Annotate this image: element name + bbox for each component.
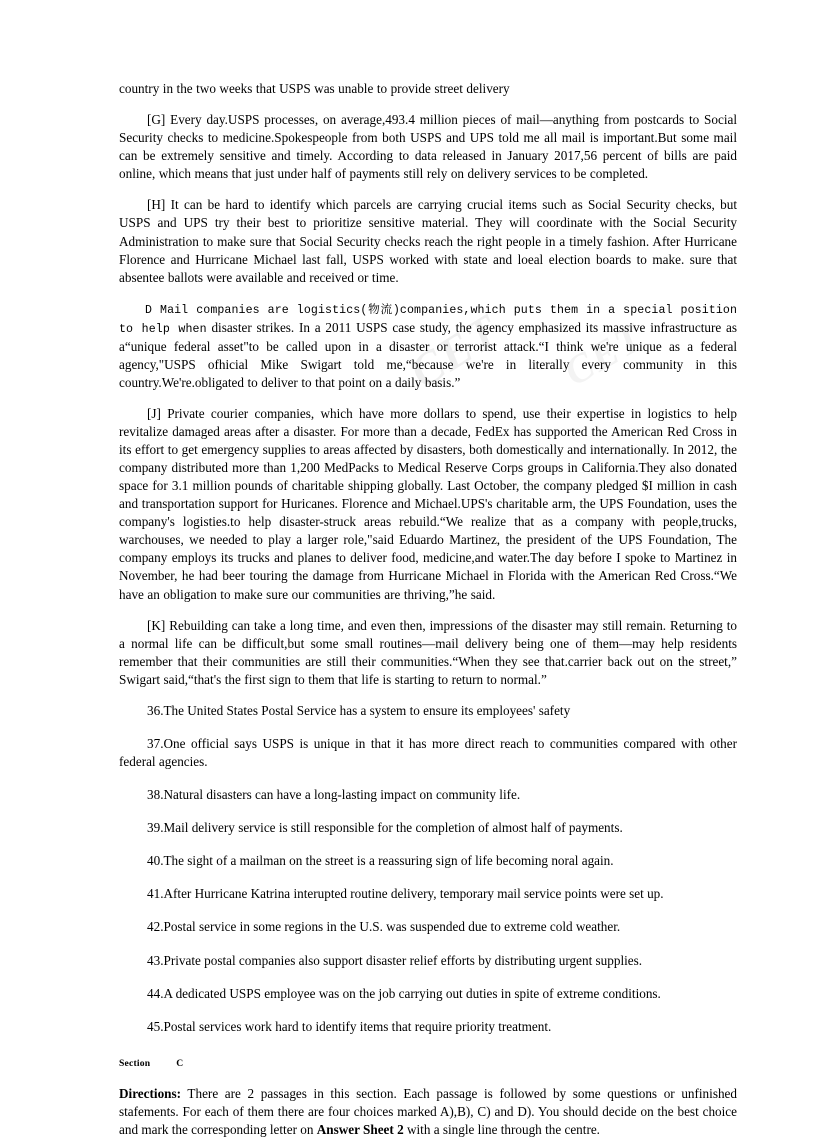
directions-text-part1: There are 2 passages in this section. Each passage is followed by some questions or unfinished stafements. For each of them there are four choices marked A),B), C) and D). You should decide on the best choice and mark the corresponding letter on: [119, 1085, 737, 1137]
paragraph-i: [119, 300, 737, 392]
question-item-37: 37.One official says USPS is unique in that it has more direct reach to communities compared with other federal agencies.: [119, 736, 737, 770]
question-item-40: 40.The sight of a mailman on the street is a reassuring sign of life becoming noral again.: [147, 853, 614, 869]
paragraph-i-mono-text: D Mail companies are logistics(物流)companies,which puts them in a special position to help when: [119, 303, 737, 336]
question-item-36: 36.The United States Postal Service has a system to ensure its employees' safety: [147, 702, 571, 718]
paragraph-h: [H] It can be hard to identify which parcels are carrying crucial items such as Social Security checks, but USPS and UPS try their best to prioritize sensitive material. They will coordinate with the Social Security Administration to make sure that Social Security checks reach the right people in a timely fashion. After Hurricane Florence and Hurricane Michael last fall, USPS worked with state and loeal election boards to make. sure that absentee ballots were available and received or time.: [119, 197, 737, 285]
directions-heading: Directions:: [119, 1085, 182, 1101]
section-heading: [119, 1058, 737, 1069]
question-item-44: 44.A dedicated USPS employee was on the job carrying out duties in spite of extreme conditions.: [147, 985, 661, 1001]
question-item-41: 41.After Hurricane Katrina interupted routine delivery, temporary mail service points were set up.: [147, 886, 664, 902]
paragraph-i-body: disaster strikes. In a 2011 USPS case study, the agency emphasized its massive infrastructure as a“unique federal asset"to be called upon in a disaster or terrorist attack.“I think we're unique as a federal agency,"USPS ofhicial Mike Swigart told me,“because we're in literally every community in this country.We're.obligated to deliver to that point on a daily basis.”: [119, 319, 737, 390]
paragraph-k: [K] Rebuilding can take a long time, and even then, impressions of the disaster may still remain. Returning to a normal life can be difficult,but some small routines—mail delivery being one of them—may help residents remember that their communities are still their communities.“When they see that.carrier back out on the street,” Swigart said,“that's the first sign to them that life is starting to return to normal.”: [119, 617, 737, 687]
question-item-38: 38.Natural disasters can have a long-lasting impact on community life.: [147, 787, 521, 803]
continuation-line: country in the two weeks that USPS was unable to provide street delivery: [119, 81, 510, 96]
answer-sheet-reference: Answer Sheet 2: [316, 1121, 404, 1137]
paragraph-g: [G] Every day.USPS processes, on average,493.4 million pieces of mail—anything from postcards to Social Security checks to medicine.Spokespeople from both USPS and UPS told me all mail is important.But some mail can be extremely sensitive and timely. According to data released in January 2017,56 percent of bills are paid online, which means that just under half of payments still rely on delivery services to be completed.: [119, 112, 737, 182]
question-item-43: 43.Private postal companies also support disaster relief efforts by distributing urgent supplies.: [147, 952, 643, 968]
section-label-text: Section: [119, 1057, 151, 1069]
watermark-diagonal: CET: [401, 304, 509, 398]
directions-block: [119, 1085, 737, 1139]
page-content: [119, 80, 737, 1139]
question-item-45: 45.Postal services work hard to identify items that require priority treatment.: [147, 1018, 552, 1034]
section-letter: C: [176, 1057, 184, 1069]
question-item-42: 42.Postal service in some regions in the U.S. was suspended due to extreme cold weather.: [147, 919, 621, 935]
question-item-39: 39.Mail delivery service is still responsible for the completion of almost half of payments.: [147, 820, 623, 836]
paragraph-j: [J] Private courier companies, which have more dollars to spend, use their expertise in logistics to help revitalize damaged areas after a disaster. For more than a decade, FedEx has supported the American Red Cross in its effort to get emergency supplies to areas affected by disasters, both domestically and internationally. In 2012, the company distributed more than 1,200 MedPacks to Medical Reserve Corps groups in California.They also donated space for 3.1 million pounds of charitable shipping globally. Last October, the company pledged $I million in cash and transportation support for Huricanes. Florence and Michael.UPS's charitable arm, the UPS Foundation, uses the company's logisties.to help disaster-struck areas rebuild.“We realize that as a company with people,trucks, warchouses, we needed to play a larger role,"said Eduardo Martinez, the president of the UPS Foundation, The company employs its trucks and planes to deliver food, medicine,and water.The day before I spoke to Martinez in November, he had beer touring the damage from Hurricane Michael in Florida with the American Red Cross.“We have an obligation to make sure our communities are thriving,”he said.: [119, 405, 737, 602]
directions-text-part2: with a single line through the centre.: [403, 1121, 600, 1137]
